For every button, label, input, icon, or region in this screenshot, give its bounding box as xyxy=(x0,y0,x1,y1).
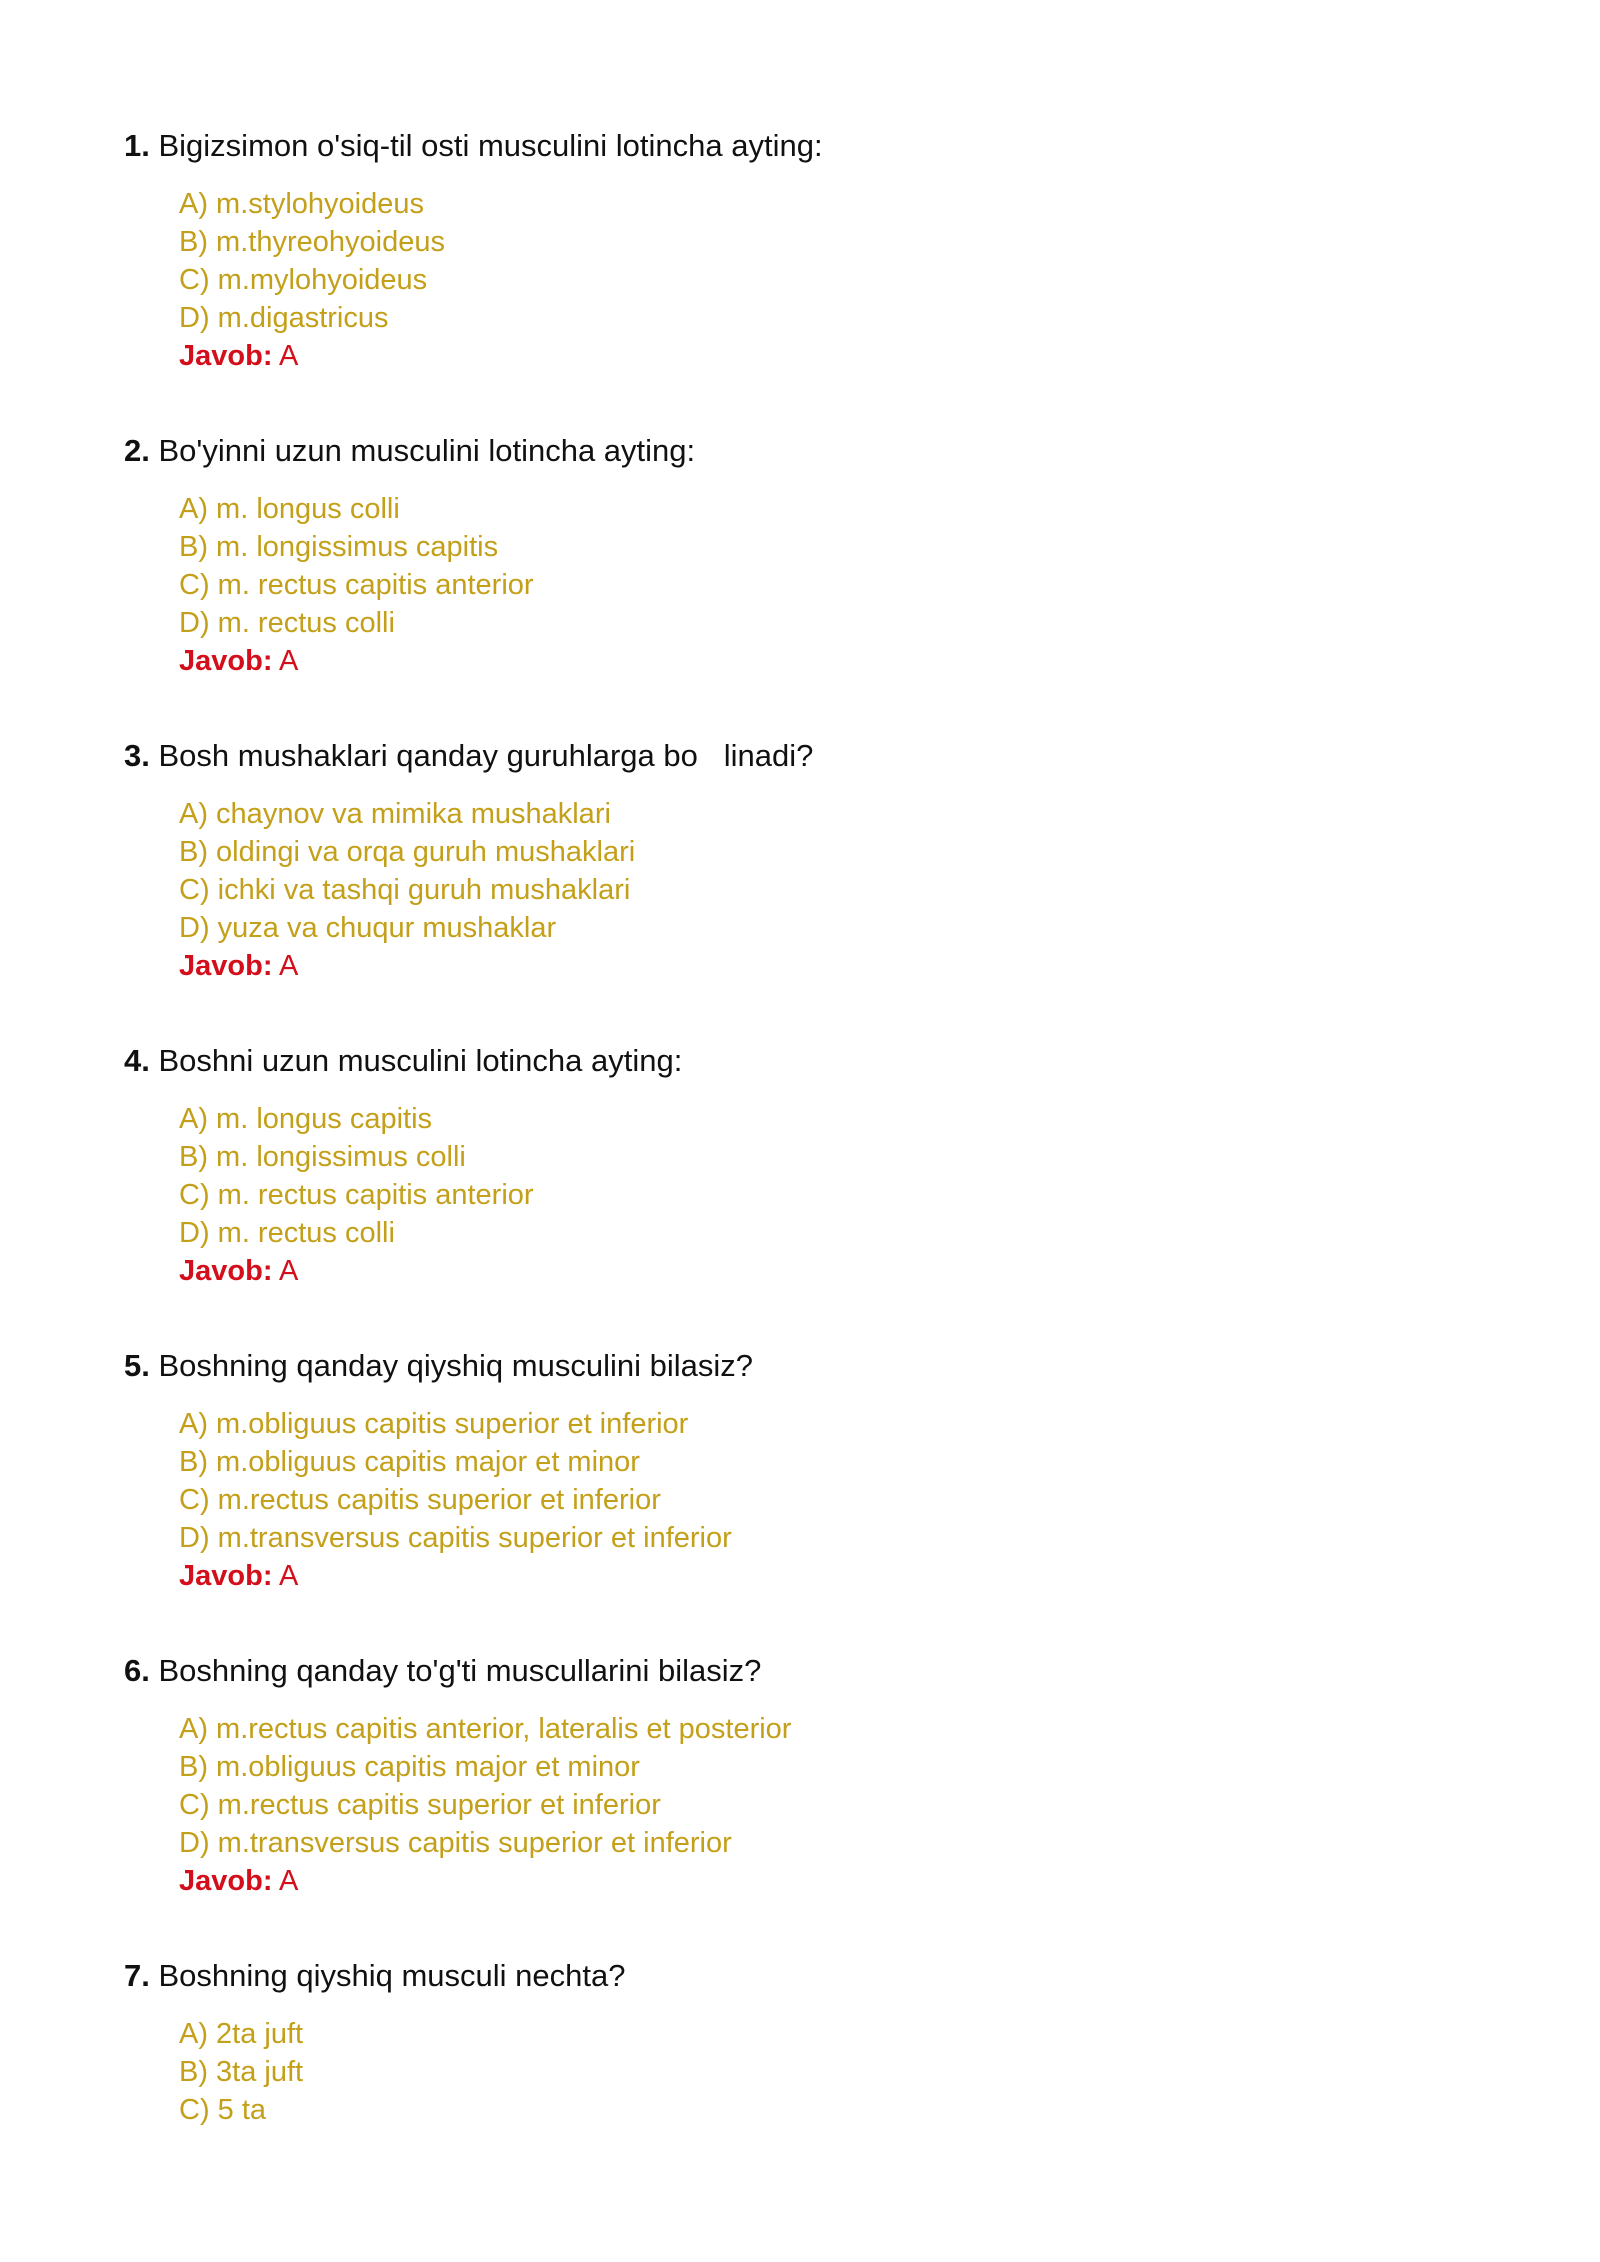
question-text xyxy=(124,432,1524,470)
question-label: Boshning qanday qiyshiq musculini bilasiz? xyxy=(158,1348,753,1383)
answer-label: Javob: xyxy=(179,1865,273,1897)
answer xyxy=(179,337,1524,375)
question-label: Bosh mushaklari qanday guruhlarga bo linadi? xyxy=(158,738,814,773)
option-b: B) m.obliguus capitis major et minor xyxy=(179,1751,640,1783)
options-list xyxy=(179,1405,1524,1595)
question-4 xyxy=(124,1042,1524,1290)
question-number: 3. xyxy=(124,738,150,773)
question-5 xyxy=(124,1347,1524,1595)
question-number: 2. xyxy=(124,433,150,468)
answer-value: A xyxy=(278,1255,299,1287)
question-number: 4. xyxy=(124,1043,150,1078)
question-6 xyxy=(124,1652,1524,1900)
option-c: C) 5 ta xyxy=(179,2094,267,2126)
answer xyxy=(179,947,1524,985)
option-c: C) m. rectus capitis anterior xyxy=(179,569,534,601)
options-list xyxy=(179,1100,1524,1290)
question-text xyxy=(124,1652,1524,1690)
answer-label: Javob: xyxy=(179,645,273,677)
option-c: C) ichki va tashqi guruh mushaklari xyxy=(179,874,631,906)
option-b: B) m.obliguus capitis major et minor xyxy=(179,1446,640,1478)
question-label: Boshning qiyshiq musculi nechta? xyxy=(158,1958,626,1993)
option-a: A) chaynov va mimika mushaklari xyxy=(179,798,611,830)
option-a: A) m.obliguus capitis superior et inferior xyxy=(179,1408,689,1440)
option-b: B) m. longissimus colli xyxy=(179,1141,466,1173)
option-b: B) 3ta juft xyxy=(179,2056,304,2088)
option-a: A) 2ta juft xyxy=(179,2018,304,2050)
option-d: D) m. rectus colli xyxy=(179,1217,395,1249)
option-d: D) m.digastricus xyxy=(179,302,389,334)
question-7 xyxy=(124,1957,1524,2129)
question-text xyxy=(124,127,1524,165)
question-label: Boshning qanday to'g'ti muscullarini bilasiz? xyxy=(158,1653,762,1688)
options-list xyxy=(179,2015,1524,2129)
option-d: D) m.transversus capitis superior et inferior xyxy=(179,1522,732,1554)
question-number: 5. xyxy=(124,1348,150,1383)
question-label: Bo'yinni uzun musculini lotincha ayting: xyxy=(158,433,696,468)
question-label: Boshni uzun musculini lotincha ayting: xyxy=(158,1043,683,1078)
option-c: C) m.mylohyoideus xyxy=(179,264,428,296)
answer xyxy=(179,1252,1524,1290)
option-c: C) m. rectus capitis anterior xyxy=(179,1179,534,1211)
option-a: A) m. longus colli xyxy=(179,493,400,525)
question-2 xyxy=(124,432,1524,680)
option-a: A) m.rectus capitis anterior, lateralis et posterior xyxy=(179,1713,792,1745)
answer-label: Javob: xyxy=(179,950,273,982)
options-list xyxy=(179,1710,1524,1900)
option-c: C) m.rectus capitis superior et inferior xyxy=(179,1789,661,1821)
question-number: 6. xyxy=(124,1653,150,1688)
option-b: B) oldingi va orqa guruh mushaklari xyxy=(179,836,636,868)
option-b: B) m.thyreohyoideus xyxy=(179,226,445,258)
answer-value: A xyxy=(278,1560,299,1592)
answer xyxy=(179,642,1524,680)
answer-label: Javob: xyxy=(179,1255,273,1287)
answer xyxy=(179,1862,1524,1900)
question-text xyxy=(124,1347,1524,1385)
answer-label: Javob: xyxy=(179,1560,273,1592)
answer-value: A xyxy=(278,340,299,372)
answer xyxy=(179,1557,1524,1595)
option-d: D) m.transversus capitis superior et inferior xyxy=(179,1827,732,1859)
option-d: D) m. rectus colli xyxy=(179,607,395,639)
options-list xyxy=(179,795,1524,985)
question-3 xyxy=(124,737,1524,985)
option-b: B) m. longissimus capitis xyxy=(179,531,499,563)
question-text xyxy=(124,737,1524,775)
option-a: A) m.stylohyoideus xyxy=(179,188,424,220)
option-c: C) m.rectus capitis superior et inferior xyxy=(179,1484,661,1516)
question-text xyxy=(124,1957,1524,1995)
options-list xyxy=(179,185,1524,375)
answer-value: A xyxy=(278,950,299,982)
question-text xyxy=(124,1042,1524,1080)
answer-label: Javob: xyxy=(179,340,273,372)
options-list xyxy=(179,490,1524,680)
answer-value: A xyxy=(278,1865,299,1897)
answer-value: A xyxy=(278,645,299,677)
option-d: D) yuza va chuqur mushaklar xyxy=(179,912,557,944)
question-label: Bigizsimon o'siq-til osti musculini lotincha ayting: xyxy=(158,128,823,163)
question-number: 7. xyxy=(124,1958,150,1993)
question-1 xyxy=(124,127,1524,375)
question-number: 1. xyxy=(124,128,150,163)
option-a: A) m. longus capitis xyxy=(179,1103,433,1135)
